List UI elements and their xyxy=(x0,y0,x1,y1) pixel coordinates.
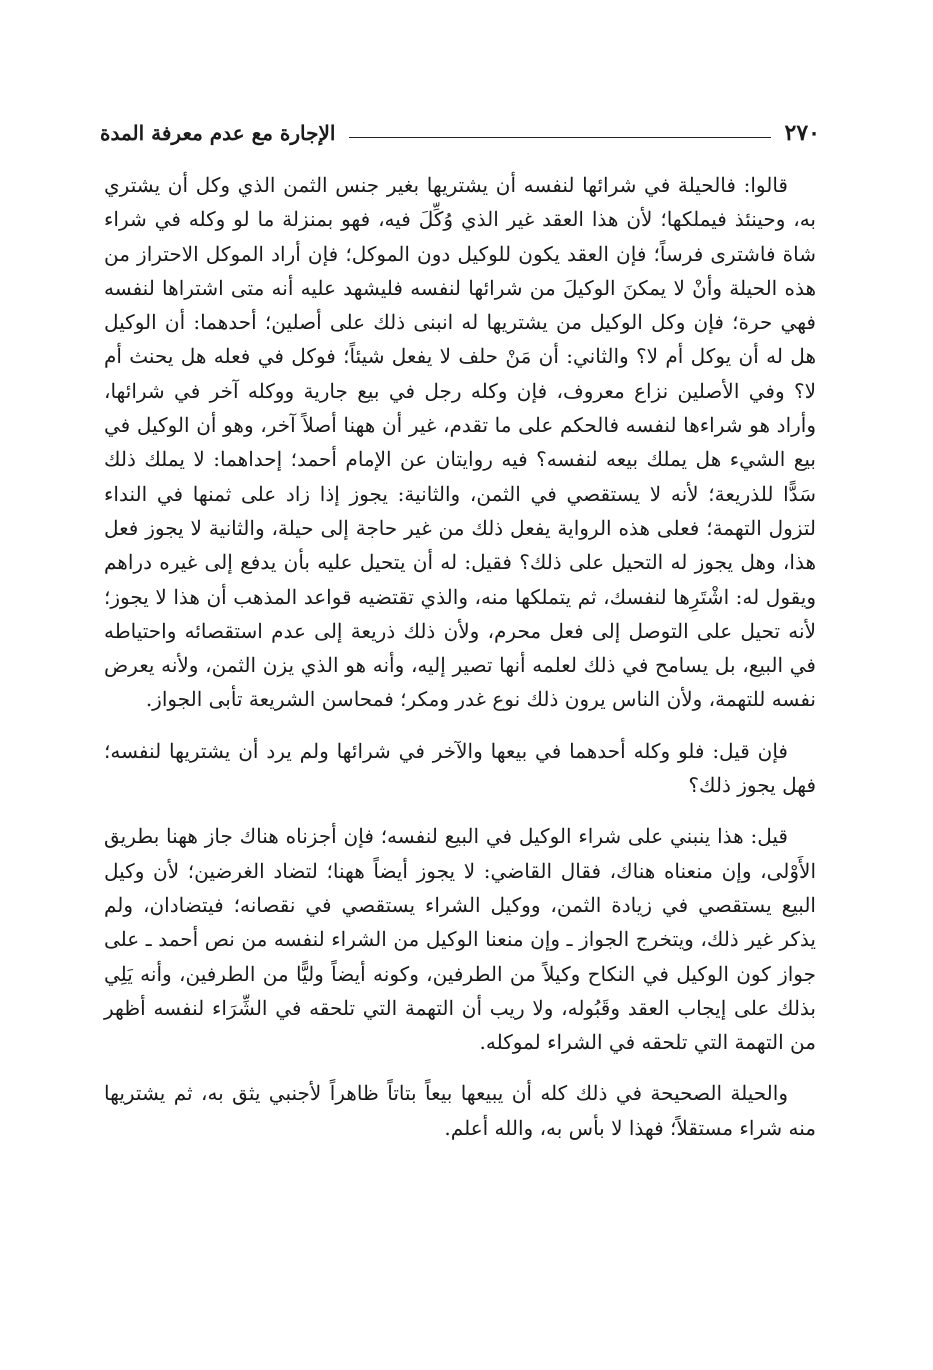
page-number: ٢٧٠ xyxy=(784,120,820,146)
running-title: الإجارة مع عدم معرفة المدة xyxy=(100,121,336,145)
paragraph-qalu: قالوا: فالحيلة في شرائها لنفسه أن يشتريها بغير جنس الثمن الذي وكل أن يشتري به، وحينئذ فيملكها؛ لأن هذا العقد غير الذي وُكِّلَ فيه، فهو بمنزلة ما لو وكله في شراء شاة فاشترى فرساً؛ فإن العقد يكون للوكيل دون الموكل؛ فإن أراد الموكل الاحتراز من هذه الحيلة وأنْ لا يمكنَ الوكيلَ من شرائها لنفسه فليشهد عليه أنه متى اشتراها لنفسه فهي حرة؛ فإن وكل الوكيل من يشتريها له انبنى ذلك على أصلين؛ أحدهما: أن الوكيل هل له أن يوكل أم لا؟ والثاني: أن مَنْ حلف لا يفعل شيئاً؛ فوكل في فعله هل يحنث أم لا؟ وفي الأصلين نزاع معروف، فإن وكله رجل في بيع جارية ووكله آخر في شرائها، وأراد هو شراءها لنفسه فالحكم على ما تقدم، غير أن ههنا أصلاً آخر، وهو أن الوكيل في بيع الشيء هل يملك بيعه لنفسه؟ فيه روايتان عن الإمام أحمد؛ إحداهما: لا يملك ذلك سَدًّا للذريعة؛ لأنه لا يستقصي في الثمن، والثانية: يجوز إذا زاد على ثمنها في النداء لتزول التهمة؛ فعلى هذه الرواية يفعل ذلك من غير حاجة إلى حيلة، والثانية لا يجوز فعل هذا، وهل يجوز له التحيل على ذلك؟ فقيل: له أن يتحيل عليه بأن يدفع إلى غيره دراهم ويقول له: اشْتَرِها لنفسك، ثم يتملكها منه، والذي تقتضيه قواعد المذهب أن هذا لا يجوز؛ لأنه تحيل على التوصل إلى فعل محرم، ولأن ذلك ذريعة إلى عدم استقصائه واحتياطه في البيع، بل يسامح في ذلك لعلمه أنها تصير إليه، وأنه هو الذي يزن الثمن، ولأنه يعرض نفسه للتهمة، ولأن الناس يرون ذلك نوع غدر ومكر؛ فمحاسن الشريعة تأبى الجواز. xyxy=(104,173,816,712)
main-text xyxy=(104,168,816,1145)
paragraph-conclusion: والحيلة الصحيحة في ذلك كله أن يبيعها بيعاً بتاتاً ظاهراً لأجنبي يثق به، ثم يشتريها منه شراء مستقلاً؛ فهذا لا بأس به، والله أعلم. xyxy=(104,1081,816,1140)
running-head xyxy=(100,116,820,150)
paragraph-answer: قيل: هذا ينبني على شراء الوكيل في البيع لنفسه؛ فإن أجزناه هناك جاز ههنا بطريق الأَوْلى، وإن منعناه هناك، فقال القاضي: لا يجوز أيضاً ههنا؛ لتضاد الغرضين؛ لأن وكيل البيع يستقصي في زيادة الثمن، ووكيل الشراء يستقصي في نقصانه؛ فيتضادان، ولم يذكر غير ذلك، ويتخرج الجواز ـ وإن منعنا الوكيل من الشراء لنفسه من نص أحمد ـ على جواز كون الوكيل في النكاح وكيلاً من الطرفين، وكونه أيضاً وليًّا من الطرفين، وأنه يَلِي بذلك على إيجاب العقد وقَبُوله، ولا ريب أن التهمة التي تلحقه في الشِّرَاء لنفسه أظهر من التهمة التي تلحقه في الشراء لموكله. xyxy=(104,824,816,1055)
paragraph-question: فإن قيل: فلو وكله أحدهما في بيعها والآخر في شرائها ولم يرد أن يشتريها لنفسه؛ فهل يجوز ذلك؟ xyxy=(104,738,816,798)
header-rule xyxy=(349,137,770,138)
